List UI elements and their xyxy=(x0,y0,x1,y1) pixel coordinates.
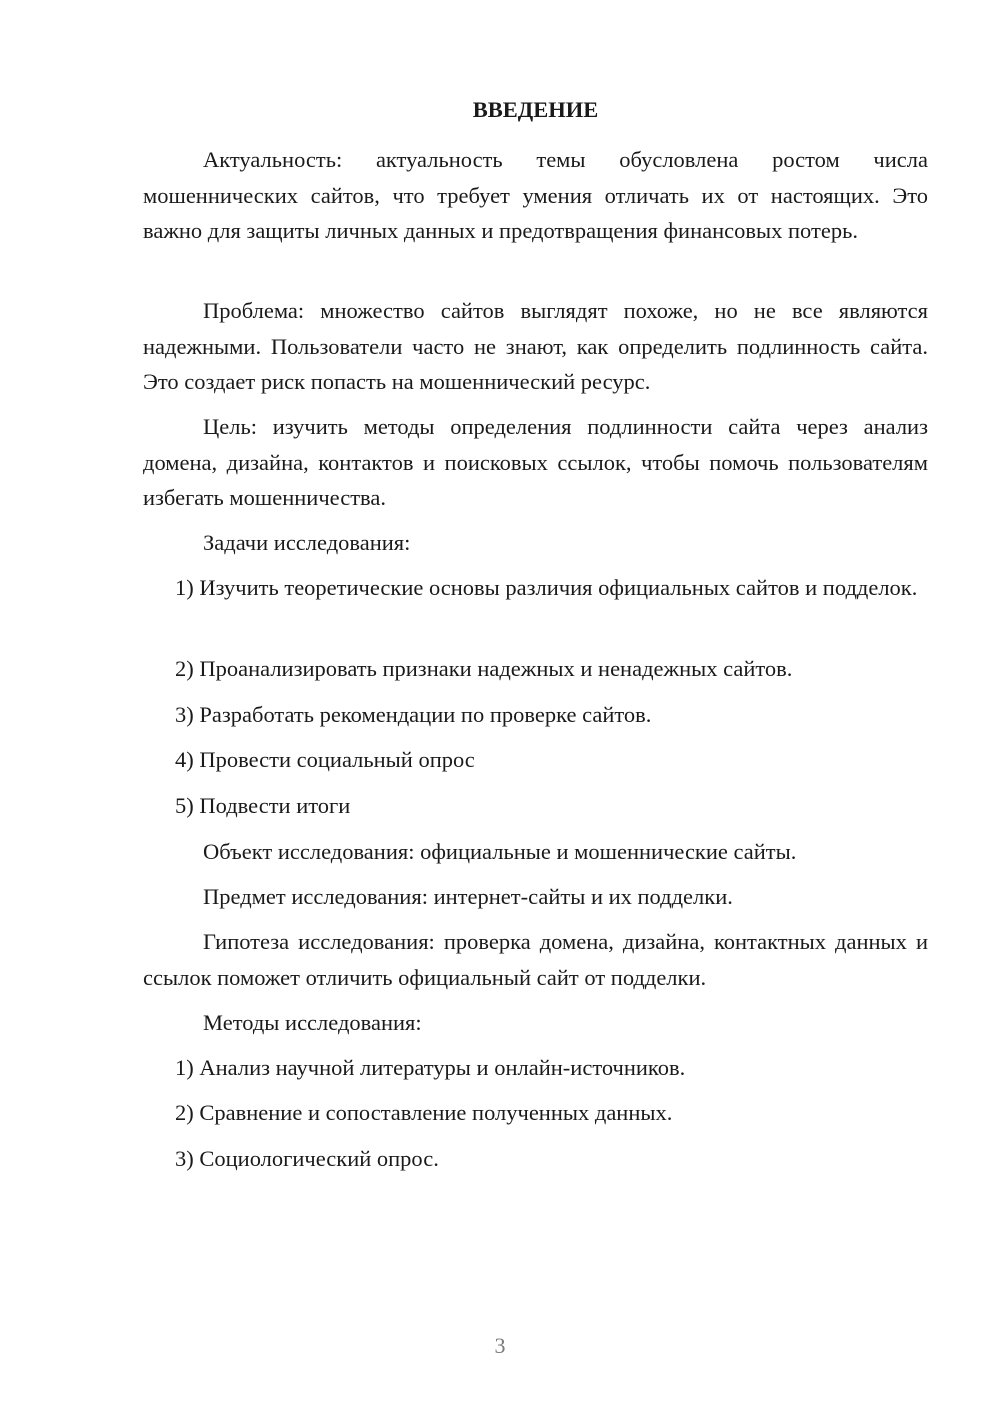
task-item: 4) Провести социальный опрос xyxy=(175,747,475,772)
tasks-title: Задачи исследования: xyxy=(203,530,411,555)
object-paragraph: Объект исследования: официальные и мошеннические сайты. xyxy=(203,839,797,864)
page-number: 3 xyxy=(494,1333,506,1358)
goal-paragraph: Цель: изучить методы определения подлинности сайта через анализ домена, дизайна, контактов и поисковых ссылок, чтобы помочь пользователям избегать мошенничества. xyxy=(143,414,928,510)
problem-paragraph: Проблема: множество сайтов выглядят похоже, но не все являются надежными. Пользователи часто не знают, как определить подлинность сайта. Это создает риск попасть на мошеннический ресурс. xyxy=(143,298,928,394)
method-item: 2) Сравнение и сопоставление полученных данных. xyxy=(175,1100,673,1125)
task-item: 5) Подвести итоги xyxy=(175,793,351,818)
method-item: 1) Анализ научной литературы и онлайн-источников. xyxy=(175,1055,686,1080)
method-item: 3) Социологический опрос. xyxy=(175,1146,439,1171)
hypothesis-paragraph: Гипотеза исследования: проверка домена, дизайна, контактных данных и ссылок поможет отличить официальный сайт от подделки. xyxy=(143,929,928,990)
task-item: 1) Изучить теоретические основы различия официальных сайтов и подделок. xyxy=(175,575,918,600)
task-item: 3) Разработать рекомендации по проверке сайтов. xyxy=(175,702,652,727)
relevance-paragraph: Актуальность: актуальность темы обусловлена ростом числа мошеннических сайтов, что требует умения отличать их от настоящих. Это важно для защиты личных данных и предотвращения финансовых потерь. xyxy=(143,147,928,243)
task-item: 2) Проанализировать признаки надежных и ненадежных сайтов. xyxy=(175,656,793,681)
document-heading: ВВЕДЕНИЕ xyxy=(472,97,599,122)
subject-paragraph: Предмет исследования: интернет-сайты и их подделки. xyxy=(203,884,733,909)
methods-title: Методы исследования: xyxy=(203,1010,422,1035)
